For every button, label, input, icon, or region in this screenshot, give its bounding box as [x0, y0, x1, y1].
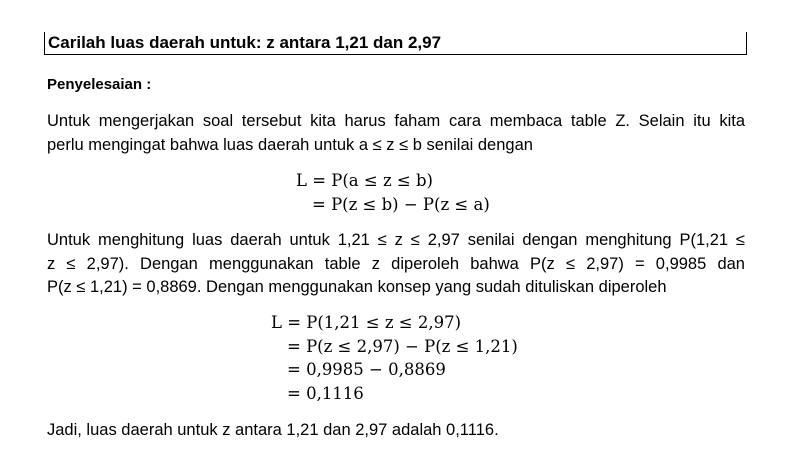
conclusion-paragraph: [47, 419, 745, 443]
solution-equation-line-4: = 0,1116: [287, 384, 364, 403]
solution-equation-line-1: L = P(1,21 ≤ z ≤ 2,97): [271, 313, 462, 332]
intro-line-1: Untuk mengerjakan soal tersebut kita harus faham cara membaca table Z. Selain itu kita: [47, 112, 745, 130]
calculation-paragraph: [47, 229, 745, 300]
formula-line-1: L = P(a ≤ z ≤ b): [296, 171, 433, 190]
calculation-line-3: P(z ≤ 1,21) = 0,8869. Dengan menggunakan konsep yang sudah dituliskan diperoleh: [47, 278, 667, 296]
solution-equation-line-2: = P(z ≤ 2,97) − P(z ≤ 1,21): [287, 337, 518, 356]
formula-line-2: = P(z ≤ b) − P(z ≤ a): [312, 195, 490, 214]
question-title-box: [44, 32, 747, 55]
conclusion-line: Jadi, luas daerah untuk z antara 1,21 dan 2,97 adalah 0,1116.: [47, 421, 499, 439]
calculation-line-1: Untuk menghitung luas daerah untuk 1,21 ≤ z ≤ 2,97 senilai dengan menghitung P(1,21 ≤: [47, 231, 745, 249]
solution-heading: Penyelesaian :: [47, 76, 152, 93]
intro-line-2: perlu mengingat bahwa luas daerah untuk a ≤ z ≤ b senilai dengan: [47, 135, 533, 154]
solution-equation-line-3: = 0,9985 − 0,8869: [287, 360, 446, 379]
question-title: Carilah luas daerah untuk: z antara 1,21 dan 2,97: [48, 33, 442, 52]
calculation-line-2: z ≤ 2,97). Dengan menggunakan table z diperoleh bahwa P(z ≤ 2,97) = 0,9985 dan: [47, 254, 745, 273]
intro-paragraph: [47, 110, 745, 157]
